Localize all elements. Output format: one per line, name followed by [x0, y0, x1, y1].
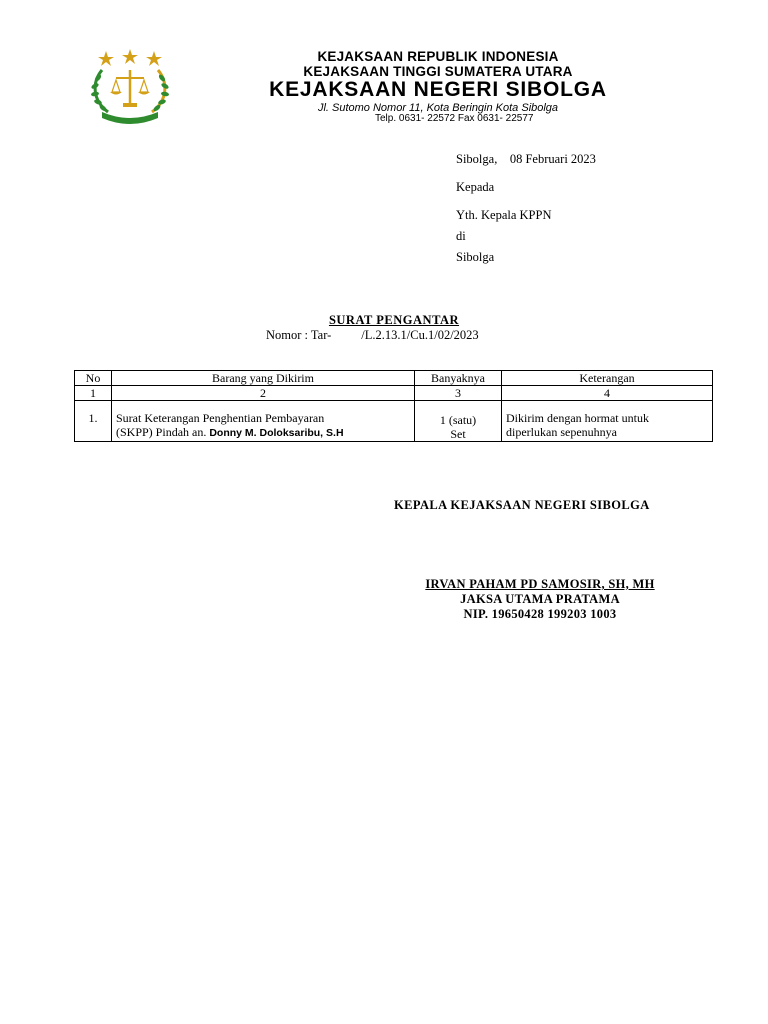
di-label: di — [456, 229, 466, 243]
letter-title: SURAT PENGANTAR — [328, 313, 460, 327]
row-note-line1: Dikirim dengan hormat untuk — [506, 411, 649, 425]
institution-logo — [88, 48, 172, 124]
place-date: Sibolga, 08 Februari 2023 — [456, 152, 596, 166]
header-item: Barang yang Dikirim — [112, 371, 415, 386]
table-row — [75, 401, 713, 442]
letter-number — [266, 328, 479, 343]
row-qty — [415, 401, 502, 442]
table-header-row — [75, 371, 713, 386]
letterhead-address: Jl. Sutomo Nomor 11, Kota Beringin Kota Sibolga — [317, 102, 559, 114]
letter-number-prefix: Nomor : Tar- — [266, 328, 332, 342]
letterhead-office-name: KEJAKSAAN NEGERI SIBOLGA — [269, 78, 607, 101]
letterhead-phone: Telp. 0631- 22572 Fax 0631- 22577 — [375, 113, 534, 124]
row-item-line2 — [116, 425, 410, 440]
letterhead-line1: KEJAKSAAN REPUBLIK INDONESIA — [317, 49, 559, 64]
row-no: 1. — [75, 401, 112, 442]
row-note-line2: diperlukan sepenuhnya — [506, 425, 617, 439]
numbering-cell: 1 — [75, 386, 112, 401]
header-no: No — [75, 371, 112, 386]
row-item-line1: Surat Keterangan Penghentian Pembayaran — [116, 411, 325, 425]
row-item-name: Donny M. Doloksaribu, S.H — [209, 427, 344, 439]
signatory-name: IRVAN PAHAM PD SAMOSIR, SH, MH — [425, 577, 655, 591]
numbering-cell: 2 — [112, 386, 415, 401]
row-qty-line1: 1 (satu) — [439, 413, 477, 427]
row-item — [112, 401, 415, 442]
row-note — [502, 401, 713, 442]
numbering-cell: 3 — [415, 386, 502, 401]
signatory-title: KEPALA KEJAKSAAN NEGERI SIBOLGA — [394, 498, 650, 512]
header-qty: Banyaknya — [415, 371, 502, 386]
signatory-nip: NIP. 19650428 199203 1003 — [463, 607, 617, 621]
table-numbering-row — [75, 386, 713, 401]
letter-number-suffix: /L.2.13.1/Cu.1/02/2023 — [361, 328, 479, 342]
row-item-line2-text: (SKPP) Pindah an. — [116, 425, 207, 439]
numbering-cell: 4 — [502, 386, 713, 401]
recipient-city: Sibolga — [456, 250, 495, 264]
header-note: Keterangan — [502, 371, 713, 386]
items-table — [74, 370, 713, 442]
signatory-rank: JAKSA UTAMA PRATAMA — [460, 592, 620, 606]
letterhead-line2: KEJAKSAAN TINGGI SUMATERA UTARA — [303, 64, 573, 79]
row-qty-line2: Set — [450, 427, 466, 441]
recipient: Yth. Kepala KPPN — [456, 208, 552, 222]
kepada-label: Kepada — [456, 180, 495, 194]
